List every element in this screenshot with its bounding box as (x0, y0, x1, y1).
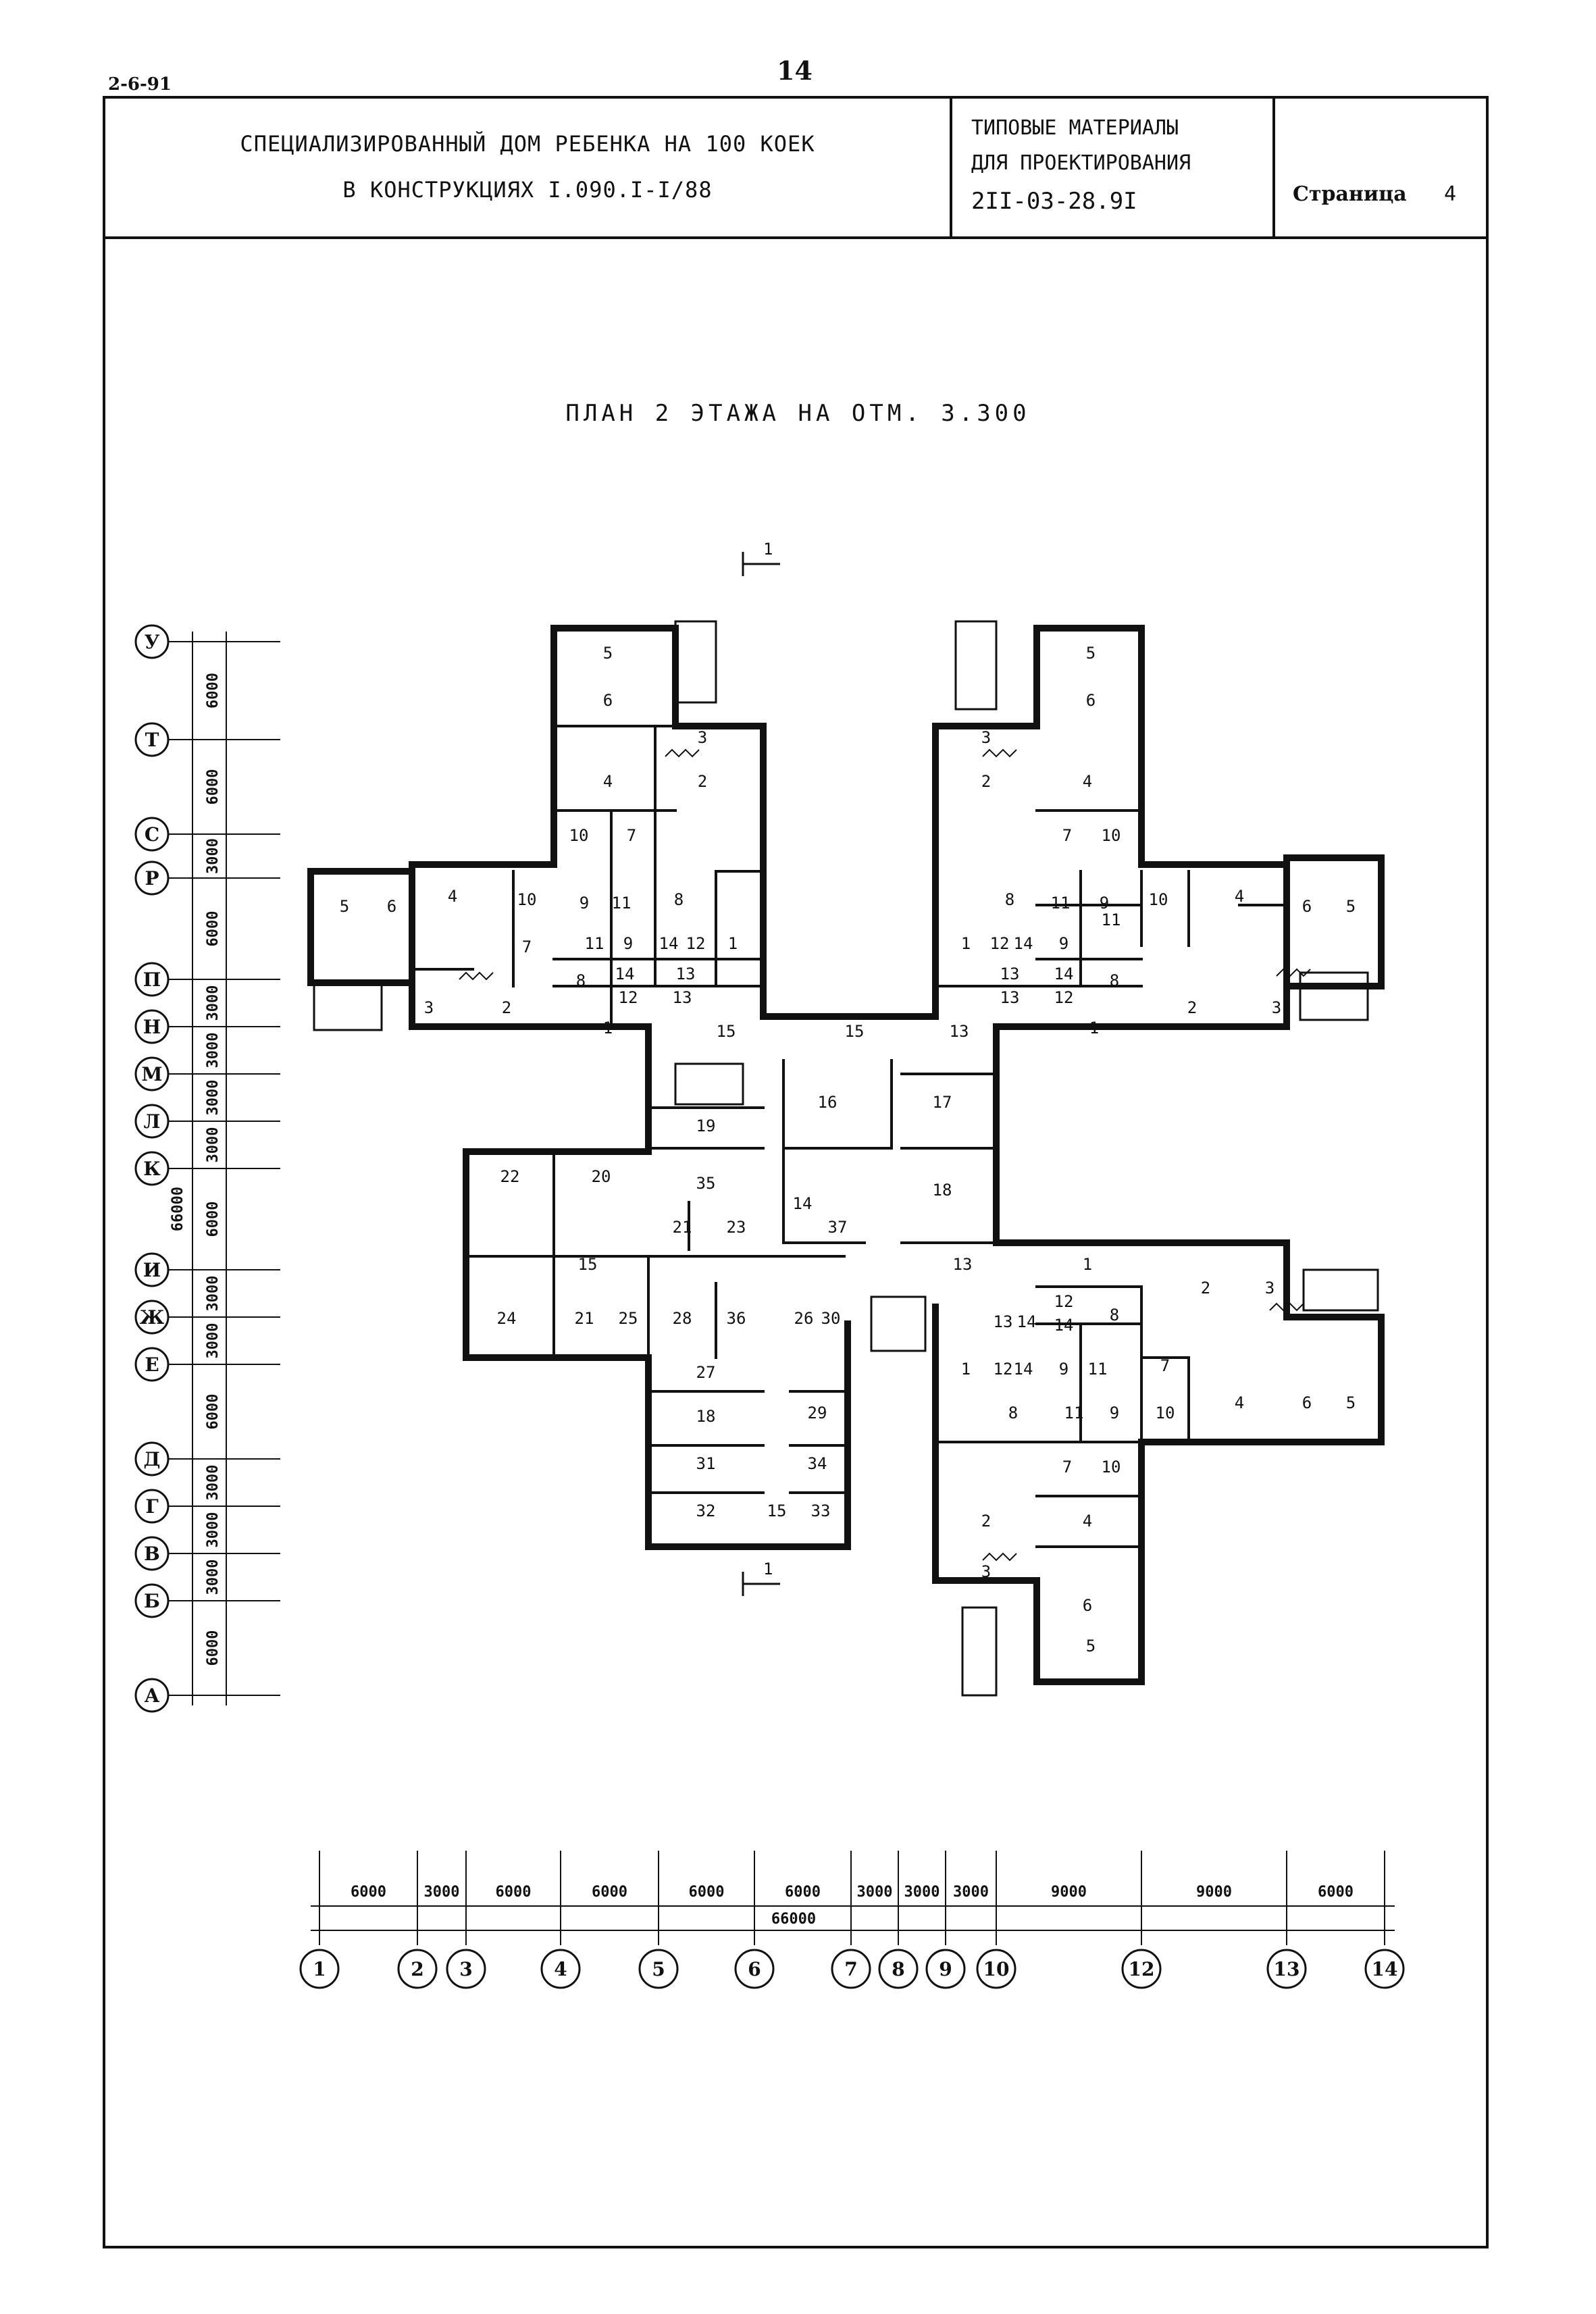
room-number-label: 15 (844, 1022, 865, 1041)
room-number-label: 8 (575, 971, 586, 990)
row-dimension-label: 3000 (205, 1464, 222, 1501)
col-dimension-label: 3000 (423, 1884, 460, 1901)
room-number-label: 7 (1160, 1356, 1170, 1375)
room-number-label: 11 (1087, 1360, 1108, 1379)
room-number-label: 11 (1050, 894, 1071, 912)
col-axis-label: 14 (1371, 1958, 1398, 1980)
room-number-label: 27 (696, 1363, 716, 1382)
col-dimension-label: 6000 (592, 1884, 627, 1901)
room-number-label: 14 (1013, 1360, 1033, 1379)
room-number-label: 2 (981, 772, 992, 791)
room-number-label: 6 (386, 897, 397, 916)
wall-upper-left-wing (311, 628, 763, 1067)
col-axis-label: 13 (1273, 1958, 1300, 1980)
room-number-label: 8 (1109, 971, 1120, 990)
room-number-label: 14 (1054, 1316, 1074, 1335)
wall-lower-right-wing (935, 1243, 1381, 1682)
row-dimension-label: 3000 (205, 985, 222, 1021)
room-number-label: 7 (521, 937, 532, 956)
col-dimension-label: 3000 (856, 1884, 893, 1901)
room-number-label: 13 (1000, 988, 1020, 1007)
room-number-label: 9 (1058, 1360, 1069, 1379)
room-number-label: 11 (1064, 1404, 1084, 1422)
room-number-label: 24 (496, 1309, 517, 1328)
room-number-label: 36 (726, 1309, 746, 1328)
row-dimension-label: 3000 (205, 1127, 222, 1163)
col-axis-label: 7 (844, 1958, 858, 1980)
room-number-label: 9 (623, 934, 634, 953)
col-dimension-label: 6000 (1318, 1884, 1354, 1901)
room-number-label: 4 (447, 887, 458, 906)
room-number-label: 13 (675, 965, 696, 983)
row-dimension-label: 6000 (205, 769, 222, 805)
col-axis-label: 9 (939, 1958, 952, 1980)
row-axis-label: У (144, 631, 160, 653)
room-number-label: 7 (626, 826, 637, 845)
row-axis-label: Б (144, 1590, 160, 1612)
col-axis-label: 8 (892, 1958, 905, 1980)
row-dimension-label: 3000 (205, 1275, 222, 1312)
axes-layer (136, 540, 1404, 1988)
room-number-label: 9 (1099, 894, 1110, 912)
col-axis-label: 3 (459, 1958, 473, 1980)
room-number-label: 6 (1085, 691, 1096, 710)
room-number-label: 2 (1187, 998, 1198, 1017)
room-number-label: 14 (1016, 1312, 1037, 1331)
room-number-label: 23 (726, 1218, 746, 1237)
room-number-label: 12 (989, 934, 1010, 953)
room-number-label: 10 (1101, 1458, 1121, 1476)
room-number-label: 4 (1234, 1393, 1245, 1412)
section-mark-label: 1 (763, 1560, 773, 1578)
room-number-label: 15 (716, 1022, 736, 1041)
row-axis-label: Г (145, 1495, 159, 1518)
room-number-label: 5 (1345, 897, 1356, 916)
room-number-label: 13 (672, 988, 692, 1007)
room-number-label: 10 (517, 890, 537, 909)
room-number-label: 1 (960, 1360, 971, 1379)
col-axis-label: 4 (554, 1958, 567, 1980)
zigzag-symbol (983, 1553, 1016, 1560)
row-axis-label: Н (143, 1016, 161, 1038)
room-number-label: 14 (659, 934, 679, 953)
room-number-label: 1 (727, 934, 738, 953)
room-number-label: 8 (1004, 890, 1015, 909)
col-axis-label: 1 (313, 1958, 326, 1980)
room-number-label: 18 (696, 1407, 716, 1426)
room-number-label: 14 (615, 965, 635, 983)
page-value: 4 (1444, 182, 1457, 206)
col-dimension-label: 3000 (904, 1884, 940, 1901)
row-axis-label: И (143, 1259, 161, 1281)
room-number-label: 17 (932, 1093, 952, 1112)
room-number-label: 30 (821, 1309, 841, 1328)
series-line1: ТИПОВЫЕ МАТЕРИАЛЫ (971, 116, 1179, 140)
plan-title: ПЛАН 2 ЭТАЖА НА ОТМ. 3.300 (565, 400, 1031, 427)
room-number-label: 2 (697, 772, 708, 791)
row-dimension-label: 3000 (205, 1032, 222, 1069)
zigzag-symbol (459, 973, 493, 979)
col-dimension-label: 6000 (688, 1884, 725, 1901)
room-number-label: 6 (602, 691, 613, 710)
room-number-label: 22 (500, 1167, 520, 1186)
row-axis-label: Р (145, 867, 159, 890)
row-dimension-label: 6000 (205, 673, 222, 709)
room-number-label: 6 (1082, 1596, 1093, 1615)
room-number-label: 2 (1200, 1279, 1211, 1297)
sheet-code: 2-6-91 (108, 74, 172, 95)
row-axis-label: Д (143, 1448, 161, 1470)
walls-layer (311, 621, 1381, 1695)
room-number-label: 1 (1082, 1255, 1093, 1274)
zigzag-symbol (983, 750, 1016, 756)
room-number-label: 1 (1089, 1019, 1100, 1037)
row-dimension-label: 6000 (205, 1393, 222, 1430)
room-number-label: 19 (696, 1116, 716, 1135)
col-dimension-label: 3000 (953, 1884, 989, 1901)
room-number-label: 13 (993, 1312, 1013, 1331)
room-number-label: 9 (1058, 934, 1069, 953)
row-axis-label: С (144, 823, 160, 846)
row-axis-label: Т (145, 729, 159, 751)
room-number-label: 9 (579, 894, 590, 912)
room-number-label: 21 (672, 1218, 692, 1237)
room-number-label: 8 (673, 890, 684, 909)
row-axis-label: М (141, 1063, 163, 1085)
room-number-label: 25 (618, 1309, 638, 1328)
col-axis-label: 12 (1128, 1958, 1155, 1980)
col-total-label: 66000 (771, 1911, 817, 1928)
room-number-label: 3 (981, 728, 992, 747)
room-number-label: 3 (1264, 1279, 1275, 1297)
col-dimension-label: 6000 (351, 1884, 386, 1901)
room-number-label: 12 (993, 1360, 1013, 1379)
room-number-label: 28 (672, 1309, 692, 1328)
room-number-label: 6 (1302, 1393, 1312, 1412)
room-number-label: 4 (1234, 887, 1245, 906)
row-dimension-label: 6000 (205, 1630, 222, 1666)
row-dimension-label: 6000 (205, 1201, 222, 1237)
col-dimension-label: 9000 (1051, 1884, 1087, 1901)
room-number-label: 10 (1101, 826, 1121, 845)
room-number-label: 7 (1062, 826, 1073, 845)
room-number-label: 26 (794, 1309, 814, 1328)
room-number-label: 5 (1085, 644, 1096, 663)
row-dimension-label: 3000 (205, 1559, 222, 1595)
row-dimension-label: 6000 (205, 910, 222, 947)
room-number-label: 9 (1109, 1404, 1120, 1422)
row-axis-label: А (144, 1685, 160, 1707)
room-number-label: 6 (1302, 897, 1312, 916)
room-number-label: 10 (1155, 1404, 1175, 1422)
col-axis-label: 6 (748, 1958, 761, 1980)
room-number-label: 13 (952, 1255, 973, 1274)
room-number-label: 11 (611, 894, 632, 912)
room-number-label: 5 (602, 644, 613, 663)
col-axis-label: 2 (411, 1958, 424, 1980)
room-number-label: 3 (981, 1562, 992, 1581)
col-dimension-label: 9000 (1196, 1884, 1232, 1901)
room-number-label: 13 (949, 1022, 969, 1041)
wall-central-core (466, 1017, 996, 1547)
room-number-label: 12 (1054, 988, 1074, 1007)
room-number-label: 34 (807, 1454, 827, 1473)
project-title-line2: В КОНСТРУКЦИЯХ I.090.I-I/88 (342, 177, 713, 203)
room-number-label: 3 (697, 728, 708, 747)
row-dimension-label: 3000 (205, 1512, 222, 1548)
room-number-label: 10 (569, 826, 589, 845)
room-number-label: 8 (1109, 1306, 1120, 1325)
col-axis-label: 5 (652, 1958, 665, 1980)
room-number-label: 12 (686, 934, 706, 953)
series-line2: ДЛЯ ПРОЕКТИРОВАНИЯ (971, 151, 1191, 175)
col-dimension-label: 6000 (495, 1884, 532, 1901)
room-number-label: 8 (1008, 1404, 1019, 1422)
room-number-label: 33 (810, 1501, 831, 1520)
room-number-label: 2 (501, 998, 512, 1017)
room-number-label: 11 (584, 934, 604, 953)
room-number-label: 5 (1085, 1637, 1096, 1655)
room-number-label: 10 (1148, 890, 1168, 909)
page-label: Страница (1293, 182, 1407, 206)
row-axis-label: Ж (139, 1306, 165, 1329)
col-axis-label: 10 (983, 1958, 1010, 1980)
room-number-label: 35 (696, 1174, 716, 1193)
room-number-label: 5 (339, 897, 350, 916)
room-number-label: 32 (696, 1501, 716, 1520)
row-axis-label: К (143, 1158, 161, 1180)
room-number-label: 12 (1054, 1292, 1074, 1311)
room-number-label: 15 (577, 1255, 598, 1274)
series-code: 2II-03-28.9I (971, 188, 1137, 215)
room-number-label: 1 (602, 1019, 613, 1037)
room-number-label: 4 (1082, 1512, 1093, 1531)
row-dimension-label: 3000 (205, 1079, 222, 1116)
zigzag-symbol (665, 750, 699, 756)
section-mark-label: 1 (763, 540, 773, 559)
sheet-number: 14 (777, 55, 813, 86)
room-number-label: 15 (767, 1501, 787, 1520)
row-dimension-label: 3000 (205, 1322, 222, 1359)
room-number-label: 2 (981, 1512, 992, 1531)
room-number-label: 3 (1271, 998, 1282, 1017)
row-dimension-label: 3000 (205, 838, 222, 874)
room-number-label: 21 (574, 1309, 594, 1328)
row-axis-label: В (144, 1543, 160, 1565)
row-axis-label: Л (143, 1110, 161, 1133)
room-number-label: 14 (792, 1194, 813, 1213)
col-dimension-label: 6000 (785, 1884, 821, 1901)
room-number-label: 18 (932, 1181, 952, 1200)
room-number-label: 14 (1013, 934, 1033, 953)
row-axis-label: П (143, 969, 161, 991)
room-number-label: 7 (1062, 1458, 1073, 1476)
room-number-label: 1 (960, 934, 971, 953)
room-number-label: 20 (591, 1167, 611, 1186)
room-number-label: 29 (807, 1404, 827, 1422)
room-number-label: 12 (618, 988, 638, 1007)
room-number-label: 5 (1345, 1393, 1356, 1412)
room-number-label: 31 (696, 1454, 716, 1473)
row-total-label: 66000 (170, 1186, 186, 1232)
room-number-label: 11 (1101, 910, 1121, 929)
room-number-label: 37 (827, 1218, 848, 1237)
room-number-label: 4 (602, 772, 613, 791)
room-number-label: 16 (817, 1093, 838, 1112)
room-number-label: 13 (1000, 965, 1020, 983)
row-axis-label: Е (145, 1354, 159, 1376)
room-number-label: 3 (423, 998, 434, 1017)
room-number-label: 14 (1054, 965, 1074, 983)
project-title-line1: СПЕЦИАЛИЗИРОВАННЫЙ ДОМ РЕБЕНКА НА 100 КОЕК (240, 131, 815, 157)
room-number-label: 4 (1082, 772, 1093, 791)
